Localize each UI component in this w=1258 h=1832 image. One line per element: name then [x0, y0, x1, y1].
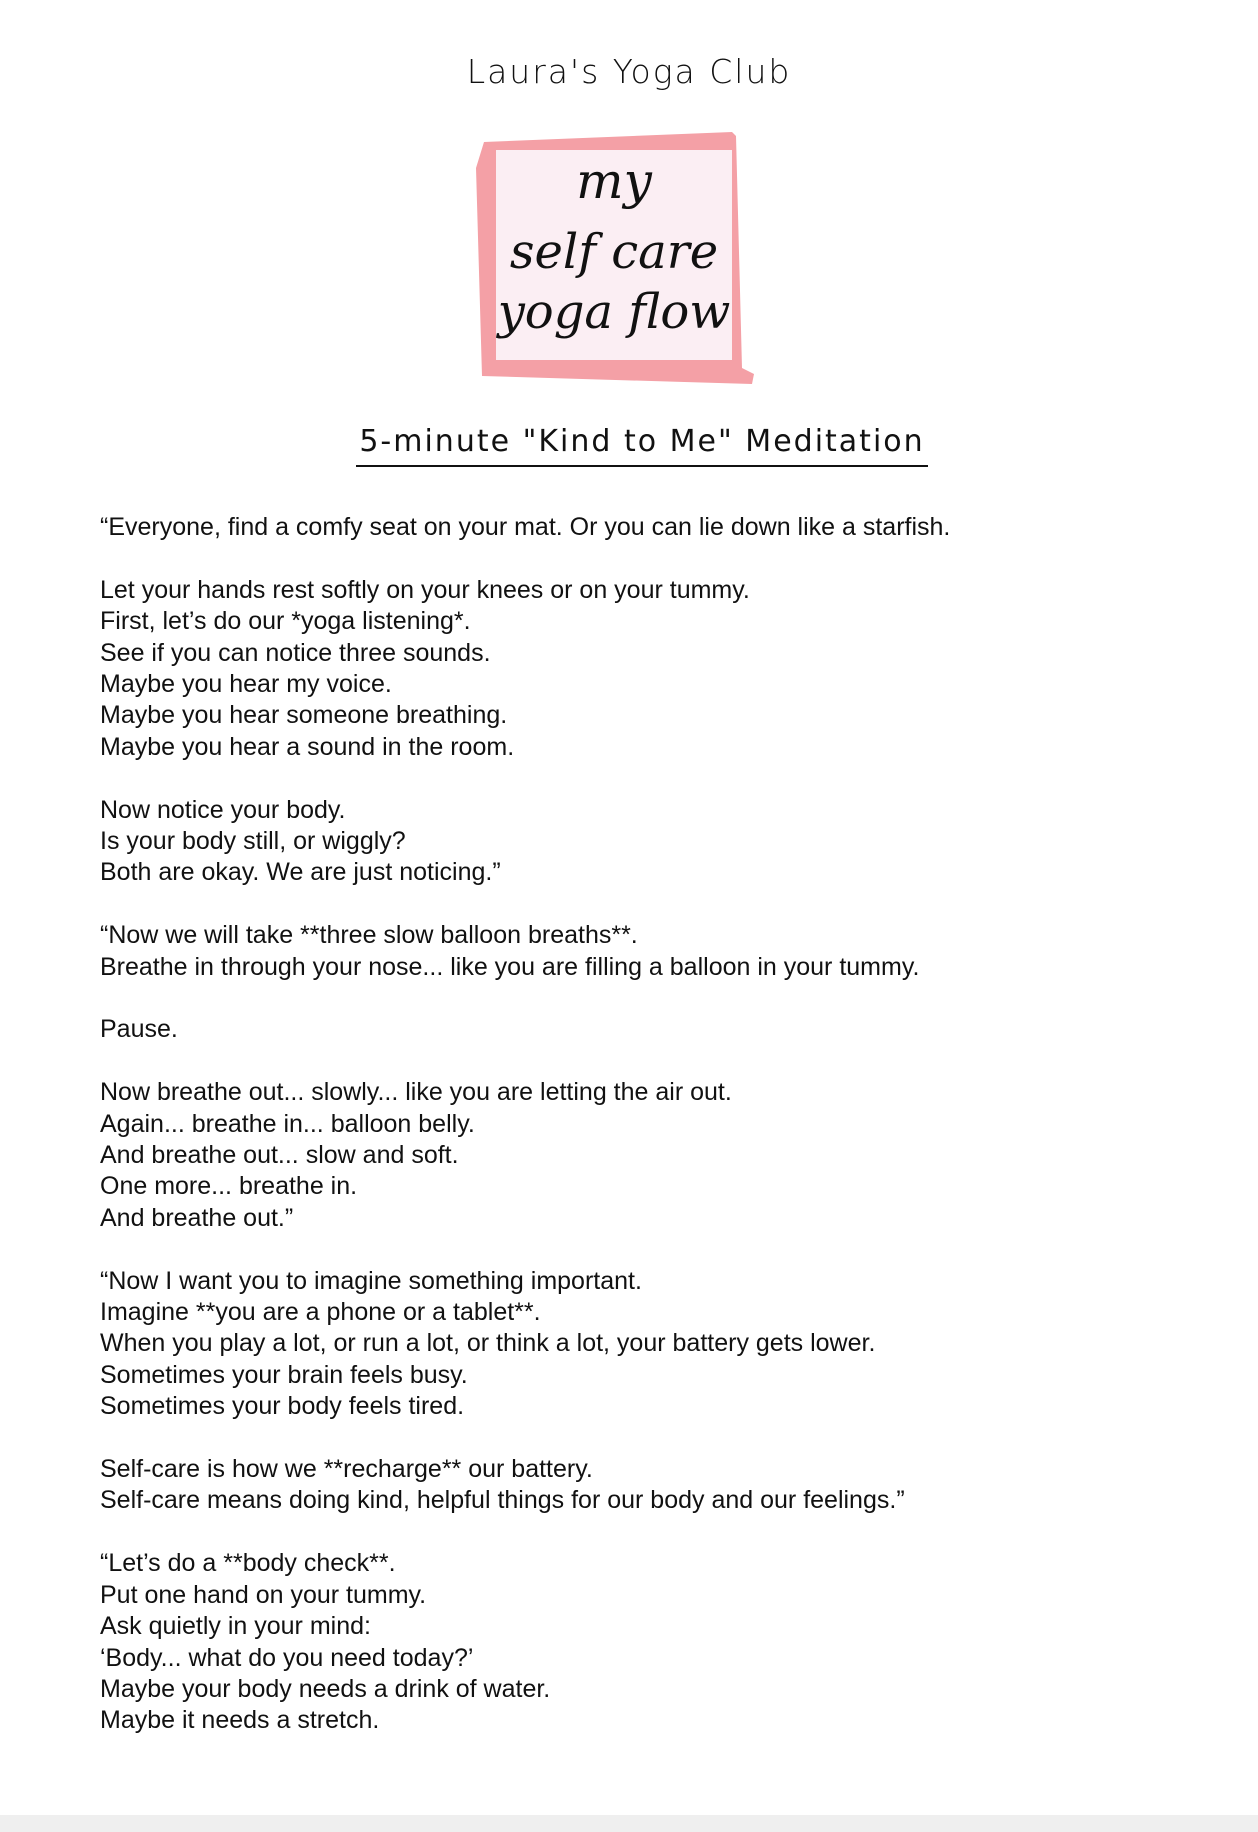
paragraph — [100, 920, 1200, 983]
meditation-title: 5-minute "Kind to Me" Meditation — [356, 424, 928, 467]
text-line: Maybe you hear someone breathing. — [100, 701, 508, 730]
logo-line-my: my — [576, 152, 652, 210]
logo-line-self-care: self care — [509, 224, 719, 280]
text-line: “Let’s do a **body check**. — [100, 1549, 396, 1578]
self-care-yoga-flow-logo — [474, 128, 810, 388]
paragraph — [100, 1548, 1200, 1736]
text-line: Now notice your body. — [100, 795, 346, 824]
text-line: Imagine **you are a phone or a tablet**. — [100, 1298, 541, 1327]
text-line: Maybe you hear a sound in the room. — [100, 732, 515, 761]
meditation-script — [100, 512, 1200, 1768]
text-line: Let your hands rest softly on your knees or on your tummy. — [100, 575, 750, 604]
text-line: Self-care means doing kind, helpful things for our body and our feelings.” — [100, 1486, 905, 1515]
paragraph — [100, 1077, 1200, 1234]
text-line: And breathe out... slow and soft. — [100, 1141, 459, 1170]
text-line: Ask quietly in your mind: — [100, 1612, 371, 1641]
paragraph — [100, 1266, 1200, 1423]
page-bottom-margin — [0, 1815, 1258, 1832]
text-line: “Now we will take **three slow balloon breaths**. — [100, 921, 638, 950]
text-line: “Now I want you to imagine something important. — [100, 1266, 642, 1295]
paragraph — [100, 1014, 1200, 1045]
club-title: Laura's Yoga Club — [466, 52, 792, 91]
text-line: First, let’s do our *yoga listening*. — [100, 607, 471, 636]
text-line: Now breathe out... slowly... like you are letting the air out. — [100, 1078, 732, 1107]
text-line: Maybe it needs a stretch. — [100, 1706, 380, 1735]
text-line: Again... breathe in... balloon belly. — [100, 1109, 475, 1138]
paragraph — [100, 512, 1200, 543]
text-line: “Everyone, find a comfy seat on your mat. Or you can lie down like a starfish. — [100, 513, 951, 541]
text-line: Put one hand on your tummy. — [100, 1580, 427, 1609]
text-line: And breathe out.” — [100, 1203, 294, 1232]
text-line: ‘Body... what do you need today?’ — [100, 1643, 474, 1672]
text-line: Both are okay. We are just noticing.” — [100, 858, 501, 887]
logo-line-yoga-flow: yoga flow — [497, 284, 731, 340]
text-line: Is your body still, or wiggly? — [100, 827, 406, 856]
paragraph — [100, 795, 1200, 889]
text-line: See if you can notice three sounds. — [100, 638, 491, 667]
text-line: Pause. — [100, 1015, 178, 1044]
text-line: When you play a lot, or run a lot, or think a lot, your battery gets lower. — [100, 1329, 876, 1358]
text-line: One more... breathe in. — [100, 1172, 358, 1201]
text-line: Maybe you hear my voice. — [100, 670, 392, 699]
text-line: Self-care is how we **recharge** our battery. — [100, 1455, 593, 1484]
paragraph — [100, 575, 1200, 763]
text-line: Sometimes your brain feels busy. — [100, 1360, 468, 1389]
text-line: Maybe your body needs a drink of water. — [100, 1674, 551, 1703]
text-line: Breathe in through your nose... like you are filling a balloon in your tummy. — [100, 952, 920, 981]
paragraph — [100, 1454, 1200, 1517]
text-line: Sometimes your body feels tired. — [100, 1392, 465, 1421]
